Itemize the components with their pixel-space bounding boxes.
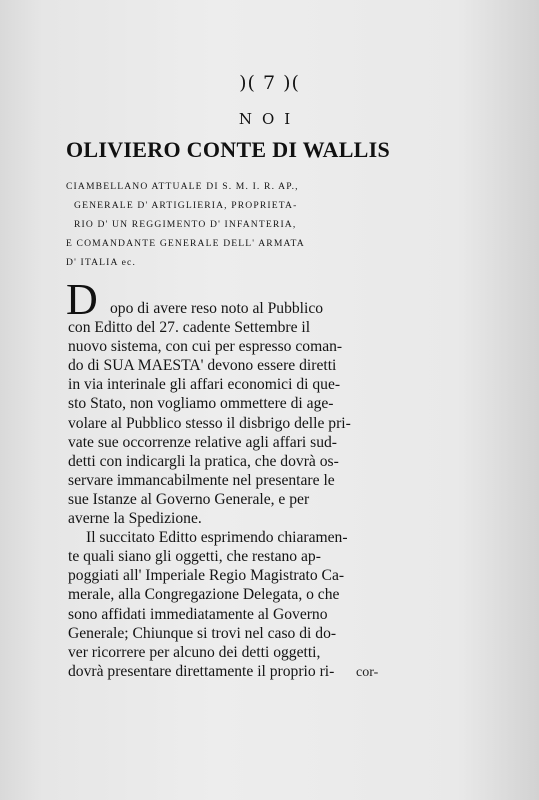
text-line: te quali siano gli oggetti, che restano ap- <box>68 548 321 566</box>
text-line: merale, alla Congregazione Delegata, o che <box>68 586 340 604</box>
body-text <box>68 299 404 681</box>
text-line: con Editto del 27. cadente Settembre il <box>68 319 311 337</box>
text-line: sto Stato, non vogliamo ommettere di age- <box>68 395 334 413</box>
text-line: sono affidati immediatamente al Governo <box>68 605 328 623</box>
heading-noi: NOI <box>238 110 301 128</box>
text-line: volare al Pubblico stesso il disbrigo delle pri- <box>68 414 351 432</box>
catchword: cor- <box>356 665 379 680</box>
text-line: opo di avere reso noto al Pubblico <box>110 300 324 317</box>
text-line: Generale; Chiunque si trovi nel caso di do- <box>68 624 337 642</box>
text-line: servare immancabilmente nel presentare le <box>68 471 335 489</box>
drop-cap: D <box>66 275 98 324</box>
text-line: in via interinale gli affari economici di que- <box>68 376 341 394</box>
text-line: averne la Spedizione. <box>68 510 202 528</box>
text-line: dovrà presentare direttamente il proprio ri- <box>68 662 335 680</box>
text-line: sue Istanze al Governo Generale, e per <box>68 490 310 508</box>
titles-block <box>66 177 406 272</box>
text-line: do di SUA MAESTA' devono essere diretti <box>68 357 337 375</box>
text-line: nuovo sistema, con cui per espresso coman- <box>68 338 343 356</box>
title-line: GENERALE D' ARTIGLIERIA, PROPRIETA- <box>74 200 298 211</box>
page-number: )( 7 )( <box>239 72 300 94</box>
text-line: poggiati all' Imperiale Regio Magistrato Ca- <box>68 567 345 585</box>
title-line: E COMANDANTE GENERALE DELL' ARMATA <box>66 238 305 249</box>
name-heading: OLIVIERO CONTE DI WALLIS <box>66 137 391 162</box>
title-line: D' ITALIA ec. <box>66 257 136 268</box>
text-line: vate sue occorrenze relative agli affari sud- <box>68 433 337 451</box>
text-line: ver ricorrere per alcuno dei detti oggetti, <box>68 643 321 661</box>
text-line: detti con indicargli la pratica, che dovrà os- <box>68 452 339 470</box>
title-line: CIAMBELLANO ATTUALE DI S. M. I. R. AP., <box>66 181 299 192</box>
text-line: Il succitato Editto esprimendo chiaramen- <box>86 529 348 547</box>
title-line: RIO D' UN REGGIMENTO D' INFANTERIA, <box>74 219 297 230</box>
